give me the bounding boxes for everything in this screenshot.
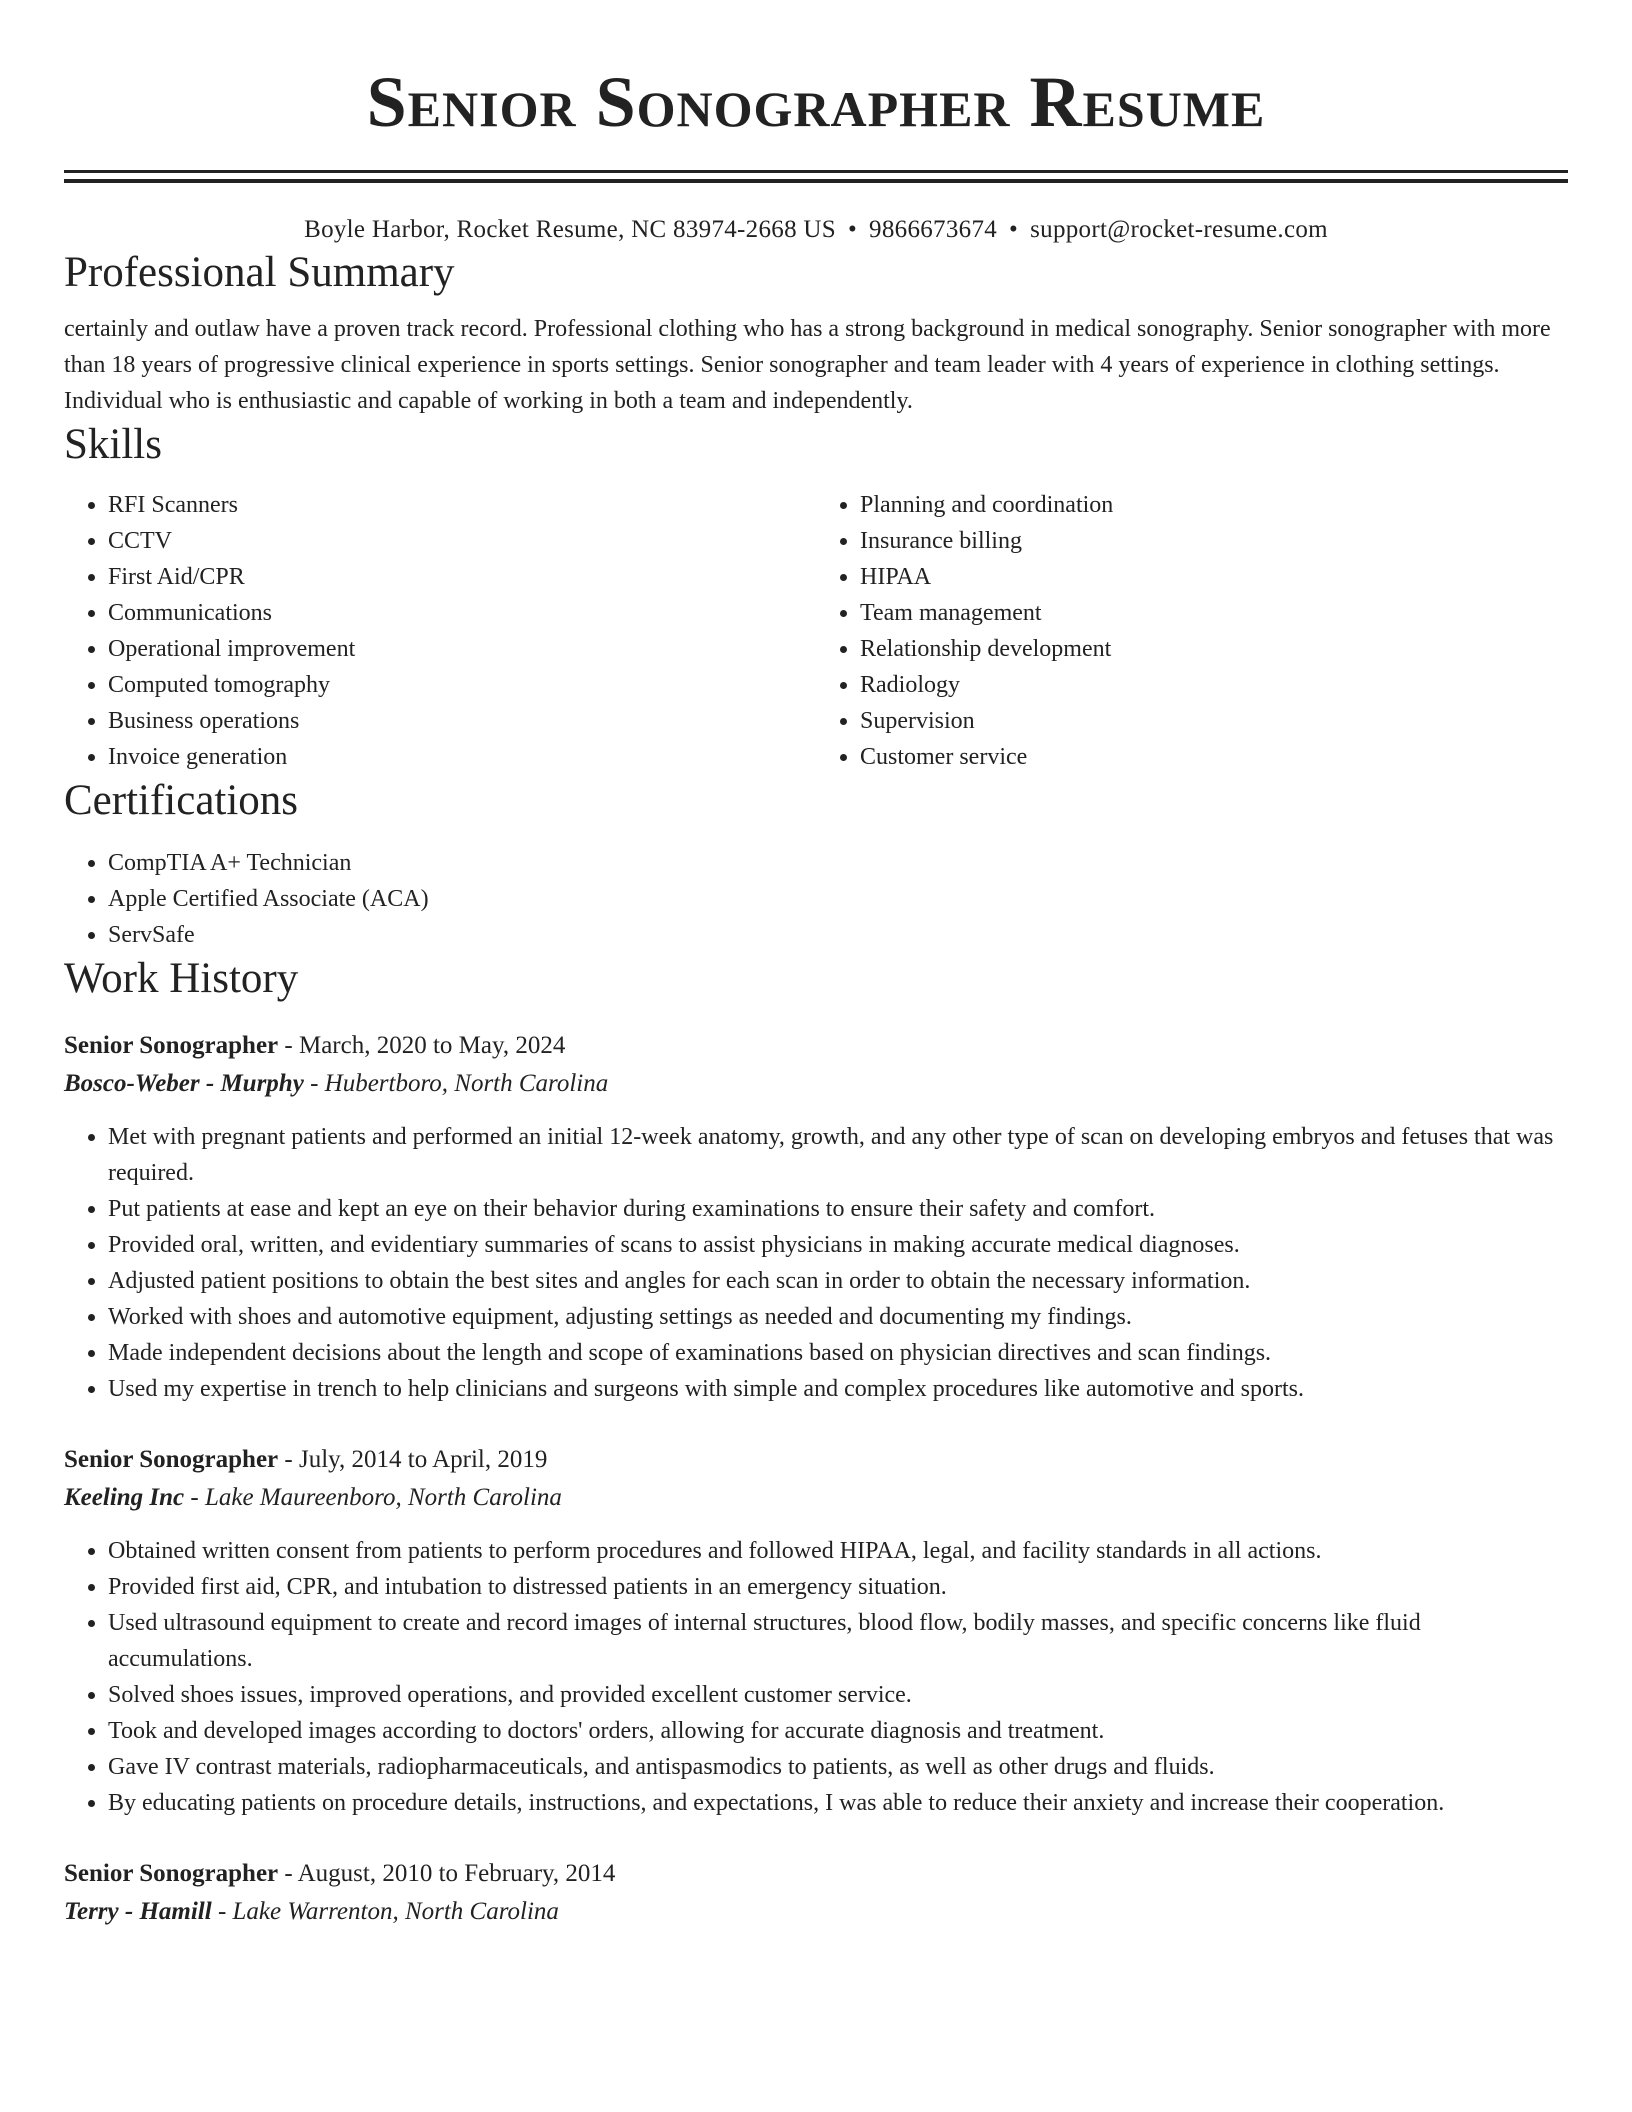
job-entry xyxy=(64,1441,1568,1821)
certifications-heading: Certifications xyxy=(64,777,299,824)
job-employer xyxy=(64,1893,1568,1931)
contact-line xyxy=(64,213,1568,247)
job-duty: • Adjusted patient positions to obtain the best sites and angles for each scan in order to obtain the necessary information. xyxy=(108,1263,1568,1299)
job-employer xyxy=(64,1479,1568,1517)
job-role: Senior Sonographer xyxy=(64,1032,279,1059)
title-divider xyxy=(64,170,1568,183)
job-dates: - August, 2010 to February, 2014 xyxy=(278,1860,616,1887)
job-entry xyxy=(64,1855,1568,1931)
skill-item: • Team management xyxy=(860,595,1568,631)
summary-text: certainly and outlaw have a proven track record. Professional clothing who has a strong background in medical sonography. Senior sonographer with more than 18 years of progressive clinical experience in sports settings. Senior sonographer and team leader with 4 years of experience in clothing settings. Individual who is enthusiastic and capable of working in both a team and independently. xyxy=(64,316,1551,414)
skill-item: • Customer service xyxy=(860,739,1568,775)
skill-item: • First Aid/CPR xyxy=(108,559,816,595)
contact-separator: • xyxy=(1009,216,1019,243)
skill-item: • CCTV xyxy=(108,523,816,559)
contact-phone: 9866673674 xyxy=(869,216,998,243)
skill-item: • RFI Scanners xyxy=(108,487,816,523)
job-role: Senior Sonographer xyxy=(64,1860,279,1887)
job-dates: - March, 2020 to May, 2024 xyxy=(278,1032,566,1059)
skill-item: • HIPAA xyxy=(860,559,1568,595)
job-employer xyxy=(64,1065,1568,1103)
job-entry xyxy=(64,1027,1568,1407)
skill-item: • Computed tomography xyxy=(108,667,816,703)
certification-item: • Apple Certified Associate (ACA) xyxy=(108,881,1568,917)
job-duty: • Used ultrasound equipment to create and record images of internal structures, blood flow, bodily masses, and specific concerns like fluid accumulations. xyxy=(108,1605,1568,1677)
skills-heading: Skills xyxy=(64,421,162,468)
job-company: Keeling Inc xyxy=(64,1484,185,1511)
job-header xyxy=(64,1027,1568,1065)
skills-list-right xyxy=(816,487,1568,775)
skill-item: • Business operations xyxy=(108,703,816,739)
skill-item: • Planning and coordination xyxy=(860,487,1568,523)
job-company: Terry - Hamill xyxy=(64,1898,212,1925)
job-duty: • By educating patients on procedure details, instructions, and expectations, I was able to reduce their anxiety and increase their cooperation. xyxy=(108,1785,1568,1821)
job-duty: • Provided oral, written, and evidentiary summaries of scans to assist physicians in making accurate medical diagnoses. xyxy=(108,1227,1568,1263)
skill-item: • Invoice generation xyxy=(108,739,816,775)
job-duty: • Met with pregnant patients and performed an initial 12-week anatomy, growth, and any other type of scan on developing embryos and fetuses that was required. xyxy=(108,1119,1568,1191)
job-location: - Hubertboro, North Carolina xyxy=(303,1070,609,1097)
summary-heading: Professional Summary xyxy=(64,249,455,296)
job-duty: • Solved shoes issues, improved operations, and provided excellent customer service. xyxy=(108,1677,1568,1713)
contact-address: Boyle Harbor, Rocket Resume, NC 83974-2668 US xyxy=(304,216,836,243)
job-duty: • Made independent decisions about the length and scope of examinations based on physician directives and scan findings. xyxy=(108,1335,1568,1371)
skill-item: • Relationship development xyxy=(860,631,1568,667)
contact-email: support@rocket-resume.com xyxy=(1030,216,1328,243)
job-duty: • Gave IV contrast materials, radiopharmaceuticals, and antispasmodics to patients, as well as other drugs and fluids. xyxy=(108,1749,1568,1785)
job-header xyxy=(64,1441,1568,1479)
job-header xyxy=(64,1855,1568,1893)
job-duty: • Took and developed images according to doctors' orders, allowing for accurate diagnosis and treatment. xyxy=(108,1713,1568,1749)
job-duty: • Obtained written consent from patients to perform procedures and followed HIPAA, legal, and facility standards in all actions. xyxy=(108,1533,1568,1569)
skills-columns xyxy=(64,487,1568,775)
certification-item: • ServSafe xyxy=(108,917,1568,953)
job-duty: • Provided first aid, CPR, and intubation to distressed patients in an emergency situation. xyxy=(108,1569,1568,1605)
skill-item: • Communications xyxy=(108,595,816,631)
job-company: Bosco-Weber - Murphy xyxy=(64,1070,304,1097)
job-location: - Lake Maureenboro, North Carolina xyxy=(184,1484,562,1511)
job-duties xyxy=(64,1533,1568,1821)
job-role: Senior Sonographer xyxy=(64,1446,279,1473)
job-dates: - July, 2014 to April, 2019 xyxy=(278,1446,548,1473)
job-duty: • Worked with shoes and automotive equipment, adjusting settings as needed and documenting my findings. xyxy=(108,1299,1568,1335)
job-duty: • Used my expertise in trench to help clinicians and surgeons with simple and complex procedures like automotive and sports. xyxy=(108,1371,1568,1407)
skill-item: • Radiology xyxy=(860,667,1568,703)
work-history-heading: Work History xyxy=(64,955,299,1002)
resume-title: Senior Sonographer Resume xyxy=(366,62,1266,142)
certifications-list xyxy=(64,845,1568,953)
certification-item: • CompTIA A+ Technician xyxy=(108,845,1568,881)
job-duty: • Put patients at ease and kept an eye on their behavior during examinations to ensure their safety and comfort. xyxy=(108,1191,1568,1227)
contact-separator: • xyxy=(847,216,858,243)
skill-item: • Operational improvement xyxy=(108,631,816,667)
skill-item: • Insurance billing xyxy=(860,523,1568,559)
resume-page xyxy=(64,0,1568,1931)
skills-list-left xyxy=(64,487,816,775)
skill-item: • Supervision xyxy=(860,703,1568,739)
job-duties xyxy=(64,1119,1568,1407)
job-location: - Lake Warrenton, North Carolina xyxy=(211,1898,559,1925)
